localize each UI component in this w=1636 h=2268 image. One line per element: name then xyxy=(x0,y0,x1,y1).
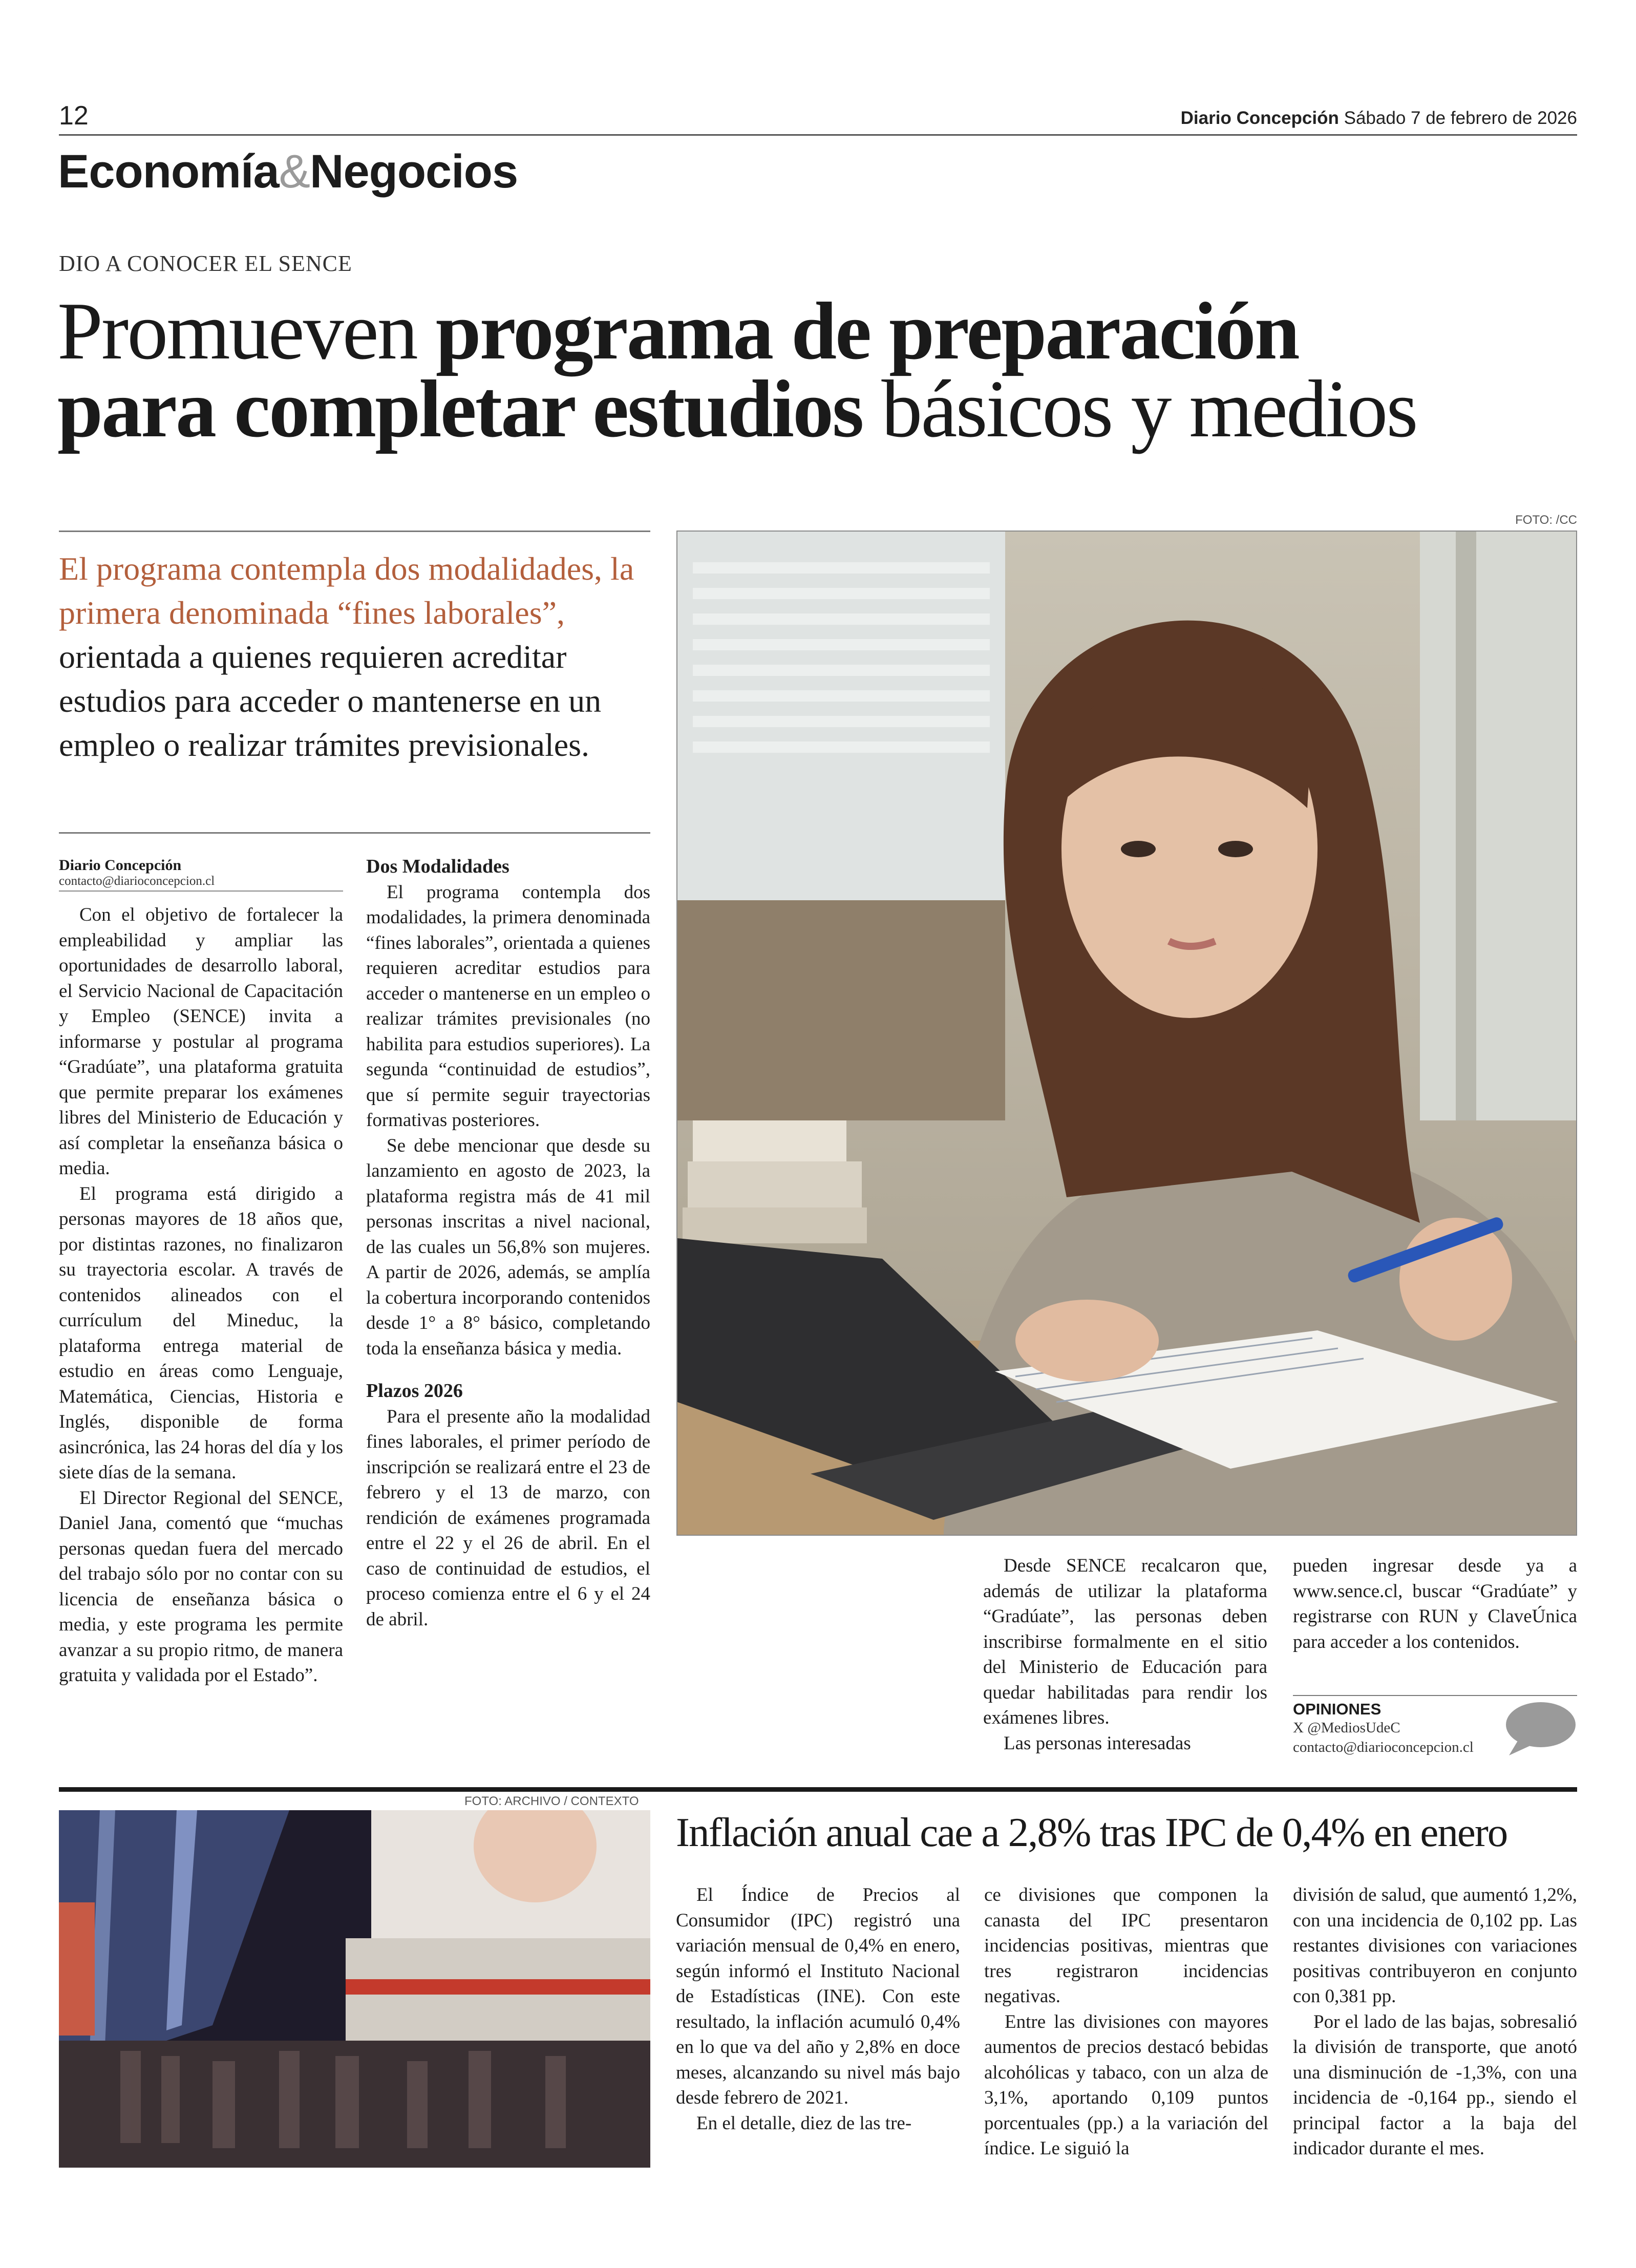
byline-rule xyxy=(59,891,343,892)
article2-column-1 xyxy=(676,1882,960,2136)
paper-name: Diario Concepción xyxy=(1180,108,1339,128)
section-ampersand: & xyxy=(279,145,310,198)
col2-paragraph: Se debe mencionar que desde su lanzamiento en agosto de 2023, la plataforma registra más de 41 mil personas inscritas a nivel nacional, de las cuales un 56,8% son mujeres. A partir de 2026, además, se amplía la cobertura incorporando contenidos desde 1° a 8° básico, completando toda la enseñanza básica y media. xyxy=(366,1135,650,1359)
section-divider xyxy=(59,1787,1577,1792)
col4-paragraph: pueden ingresar desde ya a www.sence.cl, buscar “Gradúate” y registrarse con RUN y ClaveÚnica para acceder a los contenidos. xyxy=(1293,1555,1577,1652)
headline-light-1: Promueven xyxy=(57,285,436,376)
opinions-handle: X @MediosUdeC xyxy=(1293,1720,1400,1736)
col1-paragraph: El Director Regional del SENCE, Daniel Jana, comentó que “muchas personas quedan fuera del mercado del trabajo sólo por no contar con su licencia de enseñanza básica o media, y este programa les permite avanzar a su propio ritmo, de manera gratuita y validada por el Estado”. xyxy=(59,1487,343,1686)
col3-paragraph: Desde SENCE recalcaron que, además de utilizar la plataforma “Gradúate”, las personas deben inscribirse formalmente en el sitio del Ministerio de Educación para quedar habilitadas para rendir los exámenes libres. xyxy=(983,1555,1267,1728)
opinions-title: OPINIONES xyxy=(1293,1700,1382,1718)
section-title xyxy=(58,145,518,199)
article-column-1 xyxy=(59,902,343,1688)
headline-bold-2: para completar estudios xyxy=(57,363,863,454)
lead-top-rule xyxy=(59,531,650,532)
a2-col1-paragraph: El Índice de Precios al Consumidor (IPC) registró una variación mensual de 0,4% en enero, según informó el Instituto Nacional de Estadísticas (INE). Con este resultado, la inflación acumuló 0,4% en lo que va del año y 2,8% en doce meses, alcanzando su nivel más bajo desde febrero de 2021. xyxy=(676,1884,960,2108)
section-title-part2: Negocios xyxy=(310,145,518,198)
photo2-credit: FOTO: ARCHIVO / CONTEXTO xyxy=(464,1794,639,1808)
a2-col2-paragraph: ce divisiones que componen la canasta del IPC presentaron incidencias positivas, mientras que tres registraron incidencias negativas. xyxy=(984,1884,1268,2007)
speech-bubble-icon xyxy=(1503,1699,1577,1758)
article-column-3 xyxy=(983,1553,1267,1756)
a2-col3-paragraph: Por el lado de las bajas, sobresalió la división de transporte, que anotó una disminución de -1,3%, con una incidencia de -0,164 pp., siendo el principal factor a la baja del indicador durante el mes. xyxy=(1293,2011,1577,2159)
a2-col1-paragraph: En el detalle, diez de las tre- xyxy=(696,2112,912,2134)
lead-paragraph xyxy=(59,547,653,767)
a2-col3-paragraph: división de salud, que aumentó 1,2%, con una incidencia de 0,102 pp. Las restantes divisiones con variaciones positivas contribuyeron en conjunto con 0,381 pp. xyxy=(1293,1884,1577,2007)
article-column-4 xyxy=(1293,1553,1577,1655)
photo-credit: FOTO: /CC xyxy=(1515,513,1577,527)
headline-line-1 xyxy=(57,285,1593,376)
kicker: DIO A CONOCER EL SENCE xyxy=(59,251,352,276)
lead-bottom-rule xyxy=(59,832,650,834)
lead-highlight: El programa contempla dos modalidades, la primera denominada “fines laborales”, xyxy=(59,550,634,631)
student-photo xyxy=(676,531,1577,1536)
masthead-date-line xyxy=(1181,108,1577,129)
article-column-2 xyxy=(366,854,650,1632)
byline-email: contacto@diarioconcepcion.cl xyxy=(59,874,215,888)
page-number: 12 xyxy=(59,101,89,131)
section-title-part1: Economía xyxy=(58,145,279,198)
byline-name: Diario Concepción xyxy=(59,857,182,874)
subhead-modalidades: Dos Modalidades xyxy=(366,856,509,877)
headline-line-2 xyxy=(57,363,1593,454)
byline xyxy=(59,857,343,892)
a2-col2-paragraph: Entre las divisiones con mayores aumentos de precios destacó bebidas alcohólicas y tabaco, con un alza de 3,1%, aportando 0,109 puntos porcentuales (pp.) a la variación del índice. Le siguió la xyxy=(984,2011,1268,2159)
col1-paragraph: Con el objetivo de fortalecer la empleabilidad y ampliar las oportunidades de desarrollo laboral, el Servicio Nacional de Capacitación y Empleo (SENCE) invita a informarse y postular al programa “Gradúate”, una plataforma gratuita que permite preparar los exámenes libres del Ministerio de Educación y así completar la enseñanza básica o media. xyxy=(59,904,343,1179)
issue-date: Sábado 7 de febrero de 2026 xyxy=(1344,108,1577,128)
article2-headline: Inflación anual cae a 2,8% tras IPC de 0,4% en enero xyxy=(676,1809,1507,1855)
opinions-email: contacto@diarioconcepcion.cl xyxy=(1293,1739,1474,1755)
street-illustration xyxy=(59,1810,650,2168)
headline-light-2: básicos y medios xyxy=(862,363,1417,454)
header-rule xyxy=(59,134,1577,136)
col3-paragraph: Las personas interesadas xyxy=(1004,1732,1191,1754)
article2-column-2 xyxy=(984,1882,1268,2161)
street-photo xyxy=(59,1810,650,2168)
article2-column-3 xyxy=(1293,1882,1577,2161)
col2-paragraph: Para el presente año la modalidad fines laborales, el primer período de inscripción se realizará entre el 23 de febrero y el 13 de marzo, con rendición de exámenes programada entre el 22 y el 26 de abril. En el caso de continuidad de estudios, el proceso comienza entre el 6 y el 24 de abril. xyxy=(366,1406,650,1630)
student-illustration xyxy=(677,532,1577,1536)
col1-paragraph: El programa está dirigido a personas mayores de 18 años que, por distintas razones, no finalizaron su trayectoria escolar. A través de contenidos alineados con el currículum del Mineduc, la plataforma entrega material de estudio en áreas como Lenguaje, Matemática, Ciencias, Historia e Inglés, disponible de forma asincrónica, las 24 horas del día y los siete días de la semana. xyxy=(59,1183,343,1483)
col2-paragraph: El programa contempla dos modalidades, la primera denominada “fines laborales”, orientada a quienes requieren acreditar estudios para acceder o mantenerse en un empleo o realizar trámites previsionales (no habilita para estudios superiores). La segunda “continuidad de estudios”, que sí permite seguir trayectorias formativas posteriores. xyxy=(366,881,650,1131)
headline-bold-1: programa de preparación xyxy=(435,285,1299,376)
headline xyxy=(57,285,1593,454)
lead-rest: orientada a quienes requieren acreditar estudios para acceder o mantenerse en un empleo o realizar trámites previsionales. xyxy=(59,639,602,763)
subhead-plazos: Plazos 2026 xyxy=(366,1380,463,1402)
opinions-rule xyxy=(1293,1695,1577,1696)
